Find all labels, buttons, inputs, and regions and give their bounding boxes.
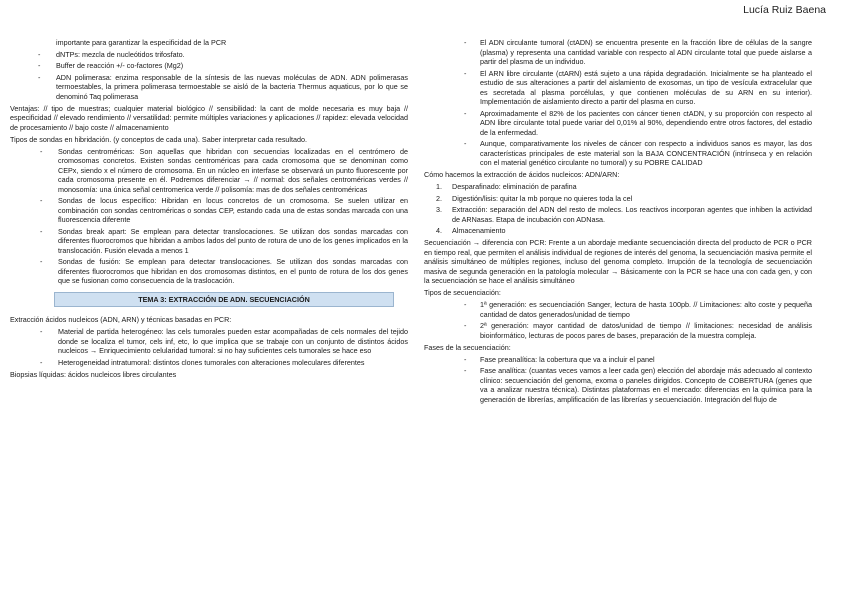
list-item: - Sondas centroméricas: Son aquellas que hibridan con secuencias localizadas en el centrómero de cromosomas concretos. Existen sondas centroméricas para cada cromosoma que se denominan como CEPx, siendo x el número de cromosoma. En un núcleo en interfase se observará un punto fluorescente por cada cromosoma presente en él. Podremos diferenciar → // normal: dos señales centroméricas verdes // monosomía: una única señal centromerica verde // polisomía: mas de dos señales centroméricas <box>10 147 408 195</box>
step-text: Desparafinado: eliminación de parafina <box>452 182 577 191</box>
step-number: 3. <box>436 205 442 214</box>
sondas-list <box>10 147 408 286</box>
list-item: importante para garantizar la especificidad de la PCR <box>56 38 227 47</box>
list-item: - Fase analítica: (cuantas veces vamos a leer cada gen) elección del abordaje más adecuado al contexto clínico: secuenciación del genoma, exoma o paneles dirigidos. Concepto de COBERTURA (genes que va a analizar nuestra técnica). Distintas plataformas en el mercado: diferencias en la química para la generación de librerías, amplificación de las librerías y secuenciación. Integración del flujo de <box>424 366 812 404</box>
paragraph-fases: Fases de la secuenciación: <box>424 342 511 352</box>
list-item <box>424 182 812 192</box>
paragraph-tipos-sondas: Tipos de sondas en hibridación. (y conceptos de cada una). Saber interpretar cada resultado. <box>10 134 307 144</box>
list-item: - El ADN circulante tumoral (ctADN) se encuentra presente en la fracción libre de células de la sangre (plasma) y representa una cantidad variable con respecto al ADN circulante total que puede aislarse a partir del plasma de un individuo. <box>424 38 812 67</box>
list-item: - Sondas break apart: Se emplean para detectar translocaciones. Se utilizan dos sondas marcadas con diferentes fluorocromos que hibridan a ambos lados del punto de rotura de uno de los genes implicados en la translocación. Fusión elevada a menos 1 <box>10 227 408 256</box>
list-item: - Aproximadamente el 82% de los pacientes con cáncer tienen ctADN, y su proporción con respecto al ADN libre circulante total puede variar del 0,01% al 90%, dependiendo entre otros factores, del estadio de la enfermedad. <box>424 109 812 138</box>
list-item <box>424 205 812 224</box>
step-number: 2. <box>436 193 442 203</box>
list-item: - El ARN libre circulante (ctARN) está sujeto a una rápida degradación. Inicialmente se ha planteado el estudio de sus alteraciones a partir del aislamiento de exosomas, un tipo de vesícula extracelular que es secretada al plasma porcélulas, y que contienen moléculas de su ARN en su interior). Implementación de aislamiento directo a partir del plasma en curso. <box>424 69 812 107</box>
list-item: - Sondas de fusión: Se emplean para detectar translocaciones. Se utilizan dos sondas marcadas con diferentes fluorocromos que hibridan en dos cromosomas distintos, en el punto de rotura de los dos genes que se fusionan como consecuencia de la traslocación. <box>10 257 408 286</box>
list-item: - 2ª generación: mayor cantidad de datos/unidad de tiempo // limitaciones: necesidad de análisis bioinformático, lecturas de pocos pares de bases, preparación de la muestra compleja. <box>424 321 812 340</box>
step-text: Digestión/lisis: quitar la mb porque no quieres toda la cel <box>452 193 633 203</box>
author-name: Lucía Ruiz Baena <box>743 4 826 16</box>
paragraph-como: Cómo hacemos la extracción de ácidos nucleicos: ADN/ARN: <box>424 170 620 179</box>
list-item: - Buffer de reacción +/- co-factores (Mg2) <box>10 61 408 71</box>
list-item: - Fase preanalítica: la cobertura que va a incluir el panel <box>424 355 812 365</box>
paragraph-biopsias: Biopsias líquidas: ácidos nucleicos libres circulantes <box>10 369 177 379</box>
right-column <box>424 38 812 407</box>
left-top-list <box>10 38 408 101</box>
list-item: - Sondas de locus específico: Hibridan en locus concretos de un cromosoma. Se suelen utilizar en combinación con sondas centroméricas o sondas CEP, estando cada una de estas sondas marcada con una fluorescencia diferente <box>10 196 408 225</box>
paragraph-secuenciacion: Secuenciación → diferencia con PCR: Frente a un abordaje mediante secuenciación directa del producto de PCR o PCR en tiempo real, que permiten el análisis individual de regiones de interés del genoma, la secuenciación masiva permite el análisis simultáneo de múltiples regiones, incluso del genoma completo. Irrupción de la tecnología de secuenciación masiva de segunda generación en la patología molecular → Básicamente con la PCR se hace una con cada gen, y con la secuenciación se hace el análisis simultáneo <box>424 238 812 285</box>
step-number: 1. <box>436 182 442 191</box>
left-column <box>10 38 408 382</box>
section-title: TEMA 3: EXTRACCIÓN DE ADN. SECUENCIACIÓN <box>54 292 394 308</box>
extraccion-list <box>10 327 408 367</box>
list-item <box>424 226 812 236</box>
list-item: - Material de partida heterogéneo: las cels tumorales pueden estar acompañadas de cels normales del tejido donde se localiza el tumor, cels inf, etc, lo que implica que se trabaje con un conjunto de distintos ácidos nucleicos → Enriquecimiento celularidad tumoral: si no hay suficientes cels tumorales se hace eso <box>10 327 408 356</box>
list-item: - Heterogeneidad intratumoral: distintos clones tumorales con alteraciones moleculares diferentes <box>10 358 408 368</box>
steps-list <box>424 182 812 236</box>
right-top-list <box>424 38 812 168</box>
fases-list <box>424 355 812 405</box>
list-item: - dNTPs: mezcla de nucleótidos trifosfato. <box>10 50 408 60</box>
list-item <box>424 194 812 204</box>
paragraph-tipos-secuenciacion: Tipos de secuenciación: <box>424 288 501 297</box>
list-item: - 1ª generación: es secuenciación Sanger, lectura de hasta 100pb. // Limitaciones: alto coste y pequeña cantidad de datos generados/unidad de tiempo <box>424 300 812 319</box>
paragraph-ventajas: Ventajas: // tipo de muestras; cualquier material biológico // sensibilidad: la cant de molde necesaria es muy baja // especificidad // elevado rendimiento // versatilidad: permite múltiples variaciones y aplicaciones // rapidez: elevada velocidad de procesamiento // bajo coste // almacenamiento <box>10 103 408 132</box>
step-text: Almacenamiento <box>452 226 506 235</box>
step-number: 4. <box>436 226 442 235</box>
list-item: - ADN polimerasa: enzima responsable de la síntesis de las nuevas moléculas de ADN. ADN polimerasas termoestables, la primera polimerasa termoestable se aisló de la bacteria Thermus aquaticus, por lo que se denominó Taq polimerasa <box>10 73 408 102</box>
paragraph-extraccion: Extracción ácidos nucleicos (ADN, ARN) y técnicas basadas en PCR: <box>10 315 232 324</box>
step-text: Extracción: separación del ADN del resto de molecs. Los reactivos incorporan agentes que inhiben la actividad de ARNasas. Etapa de incubación con ADNasa. <box>452 205 812 224</box>
tipos-list <box>424 300 812 340</box>
list-item: - Aunque, comparativamente los niveles de cáncer con respecto a individuos sanos es mayor, las dos características principales de este material son la BAJA CONCENTRACIÓN (intrínseca y en relación con el material genético circulante no tumoral) y su POBRE CALIDAD <box>424 139 812 168</box>
